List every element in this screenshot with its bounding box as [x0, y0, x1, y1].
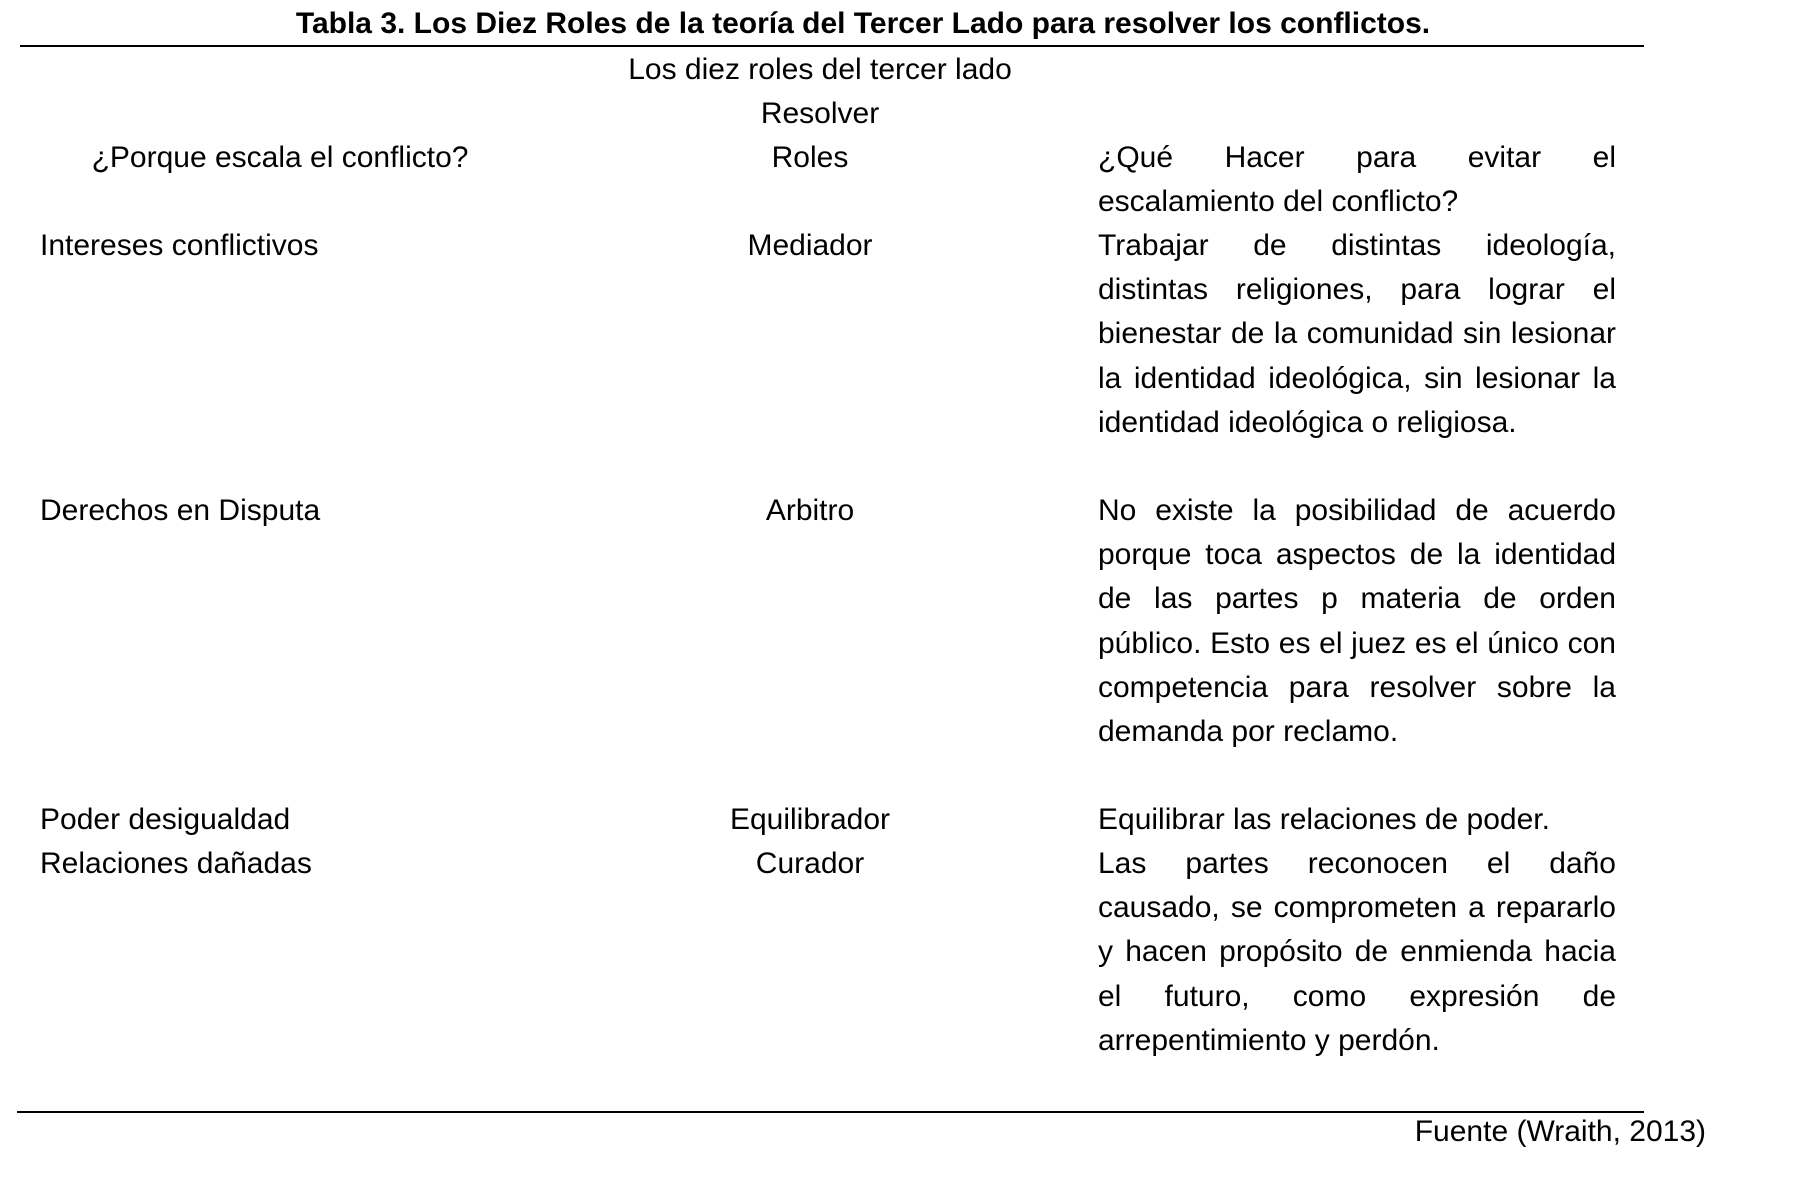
table-bottom-rule	[17, 1111, 1644, 1113]
row-4-role: Curador	[755, 847, 865, 880]
row-3-cause: Poder desigualdad	[40, 803, 291, 836]
row-2-cause: Derechos en Disputa	[40, 494, 321, 527]
row-3-action: Equilibrar las relaciones de poder.	[1098, 803, 1550, 836]
row-2-action: No existe la posibilidad de acuerdo porque toca aspectos de la identidad de las partes p materia de orden público. Esto es el juez es el único con competencia para resolver sobre la demanda por reclamo.	[1098, 494, 1616, 749]
row-1-role: Mediador	[747, 229, 873, 262]
table-top-rule	[20, 45, 1644, 47]
column-header-cause: ¿Porque escala el conflicto?	[91, 141, 469, 174]
table-title: Tabla 3. Los Diez Roles de la teoría del Tercer Lado para resolver los conflictos.	[295, 7, 1431, 40]
column-header-action: ¿Qué Hacer para evitar el escalamiento del conflicto?	[1098, 141, 1616, 219]
row-4-action: Las partes reconocen el daño causado, se comprometen a repararlo y hacen propósito de enmienda hacia el futuro, como expresión de arrepentimiento y perdón.	[1098, 847, 1616, 1057]
subgroup-header: Resolver	[760, 97, 880, 130]
row-1-cause: Intereses conflictivos	[40, 229, 319, 262]
row-4-cause: Relaciones dañadas	[40, 847, 312, 880]
group-header: Los diez roles del tercer lado	[628, 53, 1012, 86]
row-1-action: Trabajar de distintas ideología, distintas religiones, para lograr el bienestar de la comunidad sin lesionar la identidad ideológica, sin lesionar la identidad ideológica o religiosa.	[1098, 229, 1616, 439]
column-header-roles: Roles	[771, 141, 849, 174]
row-3-role: Equilibrador	[729, 803, 891, 836]
table-source: Fuente (Wraith, 2013)	[1414, 1115, 1706, 1148]
row-2-role: Arbitro	[765, 494, 855, 527]
